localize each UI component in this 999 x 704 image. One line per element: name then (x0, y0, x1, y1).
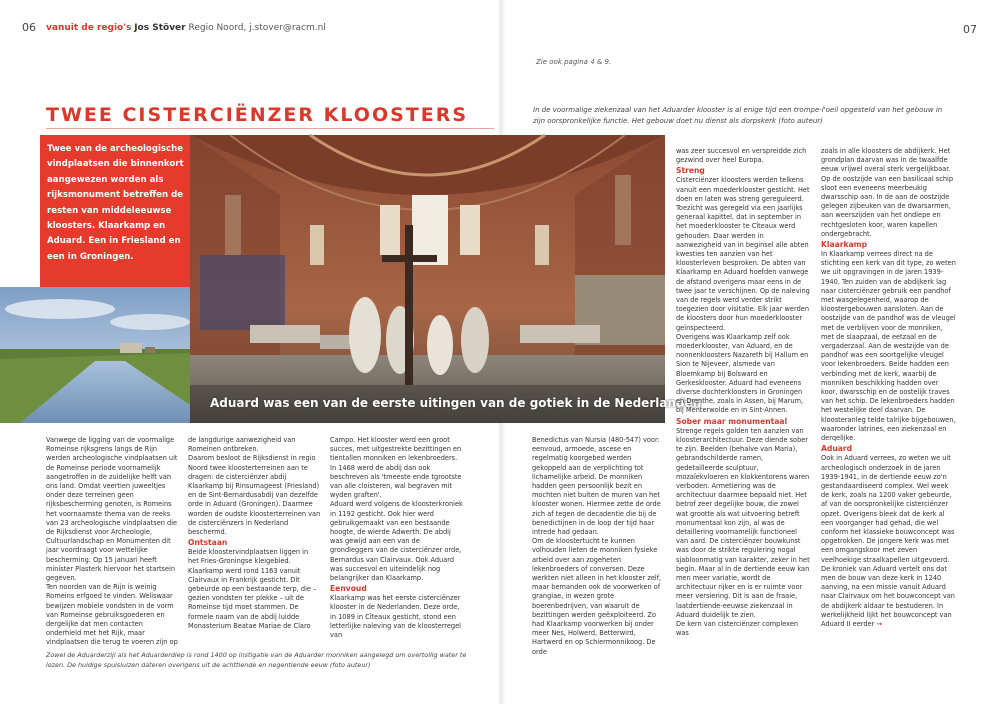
author-name: Jos Stöver (134, 23, 186, 33)
photo-overlay-caption: Aduard was een van de eerste uitingen van de gotiek in de Nederlanden (210, 396, 702, 410)
heading-eenvoud: Eenvoud (330, 584, 367, 594)
page-number-left: 06 (22, 21, 36, 34)
intro-text: Twee van de archeologische vindplaatsen die binnenkort aangewezen worden als rijksmonument betreffen de resten van middeleeuwse kloosters. Klaarkamp en Aduard. Een in Friesland en een in Groningen. (47, 144, 184, 262)
text-column-1 (46, 436, 179, 648)
column-5-text-c: Strenge regels golden ten aanzien van kloosterarchitectuur. Deze diende sober te zijn. Beelden (behalve van Maria), gebrandschilderde ramen, gedetailleerde sculptuur, mozaïekvloeren en klokkentorens waren verboden. Armetiering was de architectuur daarmee bepaald niet. Het betrof zeer degelijke bouw, die zowel wat grootte als wat uitvoering betreft monumentaal kon zijn, al was de detaillering voornamelijk functioneel van aard. De cisterciënzer bouwkunst was door de strikte regulering nogal sjabloonmatig van karakter, zeker in het begin. Maar al in de dertiende eeuw kan men meer variatie, wordt de architectuur rijker en is er ruimte voor meer versiering. Dit is aan de fraaie, laatdertiende-eeuwse ziekenzaal in Aduard duidelijk te zien. De kern van cisterciënzer complexen was (676, 426, 810, 638)
text-column-3 (330, 436, 463, 648)
column-2-text-a: de langdurige aanwezigheid van Romeinen ontbreken. Daarom besloot de Rijksdienst in regio Noord twee kloosterterreinen aan te dragen: de cisterciënzer abdij Klaarkamp bij Rinsumageest (Friesland) en de Sint-Bernardusabdij van dezelfde orde in Aduard (Groningen). Daarmee worden de oudste kloosterterreinen van de cisterciënzers in Nederland beschermd. (188, 436, 321, 537)
intro-box (40, 135, 190, 287)
heading-sober-maar-monumentaal: Sober maar monumentaal (676, 416, 788, 426)
column-6-text-b: In Klaarkamp verrees direct na de stichting een kerk van dit type, zo weten we uit opgravingen in de jaren 1939-1940. Ten zuiden van de abdijkerk lag naar cisterciënzer gebruik een pandhof met wasgelegenheid, waarop de kloostergebouwen aansloten. Aan de oostzijde van de pandhof was de vleugel met de verblijven voor de monniken, met de slaapzaal, de eetzaal en de vergaderzaal. Aan de westzijde van de pandhof was een soortgelijke vleugel voor lekenbroeders. Beide hadden een verbinding met de kerk, waarbij de monniken beschikking hadden over koor, dwarsschip en de oostelijk traves van het schip. De lekenbroeders hadden het westelijke deel daarvan. De kloosteranleg telde talrijke bijgebouwen, waaronder latrines, een ziekenzaal en derqelijke. (821, 250, 956, 443)
column-1-text: Vanwege de ligging van de voormalige Romeinse rijksgrens langs de Rijn werden archeologische vindplaatsen uit de Romeinse periode voornamelijk aangetroffen in de zuidelijke helft van ons land. Omdat veertien juweeltjes onder deze terreinen geen rijksbescherming genoten, is Romeins het voornaamste thema van de reeks van 23 archeologische vindplaatsen die de Rijksdienst voor Archeologie, Cultuurlandschap en Monumenten dit jaar voordraagt voor wettelijke bescherming. Op 15 januari heeft minister Plasterk hiervoor het startsein gegeven. Ten noorden van de Rijn is weinig Romeins erfgoed te vinden. Weliswaar bewijzen mobiele vondsten in de vorm van Romeinse gebruiksgoederen en dergelijke dat men contacten onderhield met het Rijk, maar vindplaatsen die terug te voeren zijn op (46, 436, 178, 647)
column-3-text-b: Klaarkamp was het eerste cisterciënzer klooster in de Nederlanden. Deze orde, in 1089 in Cîteaux gesticht, stond een letterlijke naleving van de kloosterregel van (330, 594, 462, 640)
column-5-text-a: was zeer succesvol en verspreidde zich gezwind over heel Europa. (676, 147, 807, 165)
photo-caption-top: In de voormalige ziekenzaal van het Aduarder klooster is al enige tijd een trompe-l'oeil opgesteld van het gebouw in zijn oorspronkelijke functie. Het gebouw doet nu dienst als dorpskerk (foto auteur) (533, 106, 943, 125)
see-also-note: Zie ook pagina 4 & 9. (536, 58, 612, 66)
text-column-6 (821, 147, 956, 647)
landscape-photo-caption: Zowel de Aduarderzijl als het Aduarderdiep is rond 1400 op instigatie van de Aduarder monniken aangelegd om overtollig water te lozen. De huidige spuisluizen dateren overigens uit de achttiende en negentiende eeuw (foto auteur) (46, 651, 467, 669)
text-column-2 (188, 436, 321, 648)
column-5-text-b: Cisterciënzer kloosters werden telkens vanuit een moederklooster gesticht. Het doen en laten was streng gereguleerd. Toezicht was geregeld via een jaarlijks generaal kapittel, dat in september in het moederklooster te Cîteaux werd gehouden. Daar werden in aanwezigheid van in beginsel alle abten kwesties ten aanzien van het kloosterleven besproken. De abten van Klaarkamp en Aduard hoefden vanwege de afstand overigens maar eens in de twee jaar te verschijnen. Op de naleving van de regels werd verder strikt toegezien door visitatie. Elk jaar werden de kloosters door hun moederklooster geïnspecteerd. Overigens was Klaarkamp zelf ook moederklooster, van Aduard, en de nonnenkloosters Nazareth bij Hallum en Sion te Nijeveer, alsmede van Bloemkamp bij Bolsward en Gerkesklooster. Aduard had eveneens diverse dochterkloosters in Groningen en Drenthe, zoals in Assen, bij Marum, bij Menterwolde en in Sint-Annen. (676, 176, 810, 415)
heading-ontstaan: Ontstaan (188, 538, 228, 548)
heading-streng: Streng (676, 166, 705, 176)
column-6-text-a: zoals in alle kloosters de abdijkerk. Het grondplan daarvan was in de twaalfde eeuw vrijwel overal sterk vergelijkbaar. Op de oostzijde van een basilicaal schip sloot een eveneens meerbeukig dwarsschip aan. In de aan de oostzijde gelegen zijbeuken van de dwarsarmen, aan weerszijden van het ondiepe en rechtgesloten koor, waren kapellen ondergebracht. (821, 147, 954, 238)
column-6-text-c (821, 454, 956, 629)
column-3-text-a: Campo. Het klooster werd een groot succes, met uitgestrekte bezittingen en tientallen monniken en lekenbroeders. In 1468 werd de abdij dan ook beschreven als 'tmeeste ende tgrootste van alle cloisteren, wal begraven mit wyden graften'. Aduard werd volgens de kloosterkroniek in 1192 gesticht. Ook hier werd gebruikgemaakt van een bestaande hoogte, de wierde Adwerth. De abdij was gewijd aan een van de grondleggers van de cisterciënzer orde, Bernardus van Clairvaux. Ook Aduard was succesvol en uiteindelijk nog belangrijker dan Klaarkamp. (330, 436, 463, 583)
section-label: vanuit de regio's (46, 23, 132, 33)
column-4-text: Benedictus van Nursia (480-547) voor: eenvoud, armoede, ascese en regelmatig koorgebed werden gekoppeld aan de verplichting tot lichamelijke arbeid. De monniken hadden geen persoonlijk bezit en mochten niet buiten de muren van het klooster wonen. Hiermee zette de orde zich af tegen de decadentie die bij de benedictijnen in de loop der tijd haar intrede had gedaan. Om de kloostertucht te kunnen volhouden lieten de monniken fysieke arbeid over aan zogeheten lekenbroeders of conversen. Deze werkten niet alleen in het klooster zelf, maar bemanden ook de voorwerken of grangiae, in wezen grote boerenbedrijven, van waaruit de bezittingen werden geëxploiteerd. Zo had Klaarkamp voorwerken bij onder meer Nes, Holwerd, Betterwird, Hartwerd en op Schiermonnikoog. De orde (532, 436, 662, 656)
author-info: Regio Noord, j.stover@racm.nl (188, 23, 326, 33)
text-column-4 (532, 436, 667, 656)
text-column-5 (676, 147, 811, 647)
column-6-text-c-body: Ook in Aduard verrees, zo weten we uit archeologisch onderzoek in de jaren 1939-1941, in de dertiende eeuw zo'n gestandaardiseerd complex. Wel week de kerk, zoals na 1200 vaker gebeurde, af van de oorspronkelijke cisterciënzer opzet. Overigens bleek dat de kerk al een voorganger had gehad, die wel conform het klassieke bouwconcept was opgetrokken. De jongere kerk was met een omgangskoor met zeven veelhoekige straalkapellen uitgevoerd. De kroniek van Aduard vertelt ons dat men de bouw van deze kerk in 1240 aanving, na een missie vanuit Aduard naar Clairvaux om het bouwconcept van de abdijkerk aldaar te bestuderen. In werkelijkheid lijkt het bouwconcept van Aduard II eerder (821, 454, 955, 628)
title-rule (46, 128, 494, 129)
church-interior-photo (190, 135, 665, 423)
continue-arrow-icon: → (876, 619, 882, 628)
article-title: TWEE CISTERCIËNZER KLOOSTERS (46, 104, 469, 126)
running-header (46, 23, 326, 33)
column-2-text-b: Beide kloostervindplaatsen liggen in het Fries-Groningse kleigebied. Klaarkamp werd rond 1163 vanuit Clairvaux in Frankrijk gesticht. Dit gebeurde op een bestaande terp, die – gezien vondsten ter plekke – uit de Romeinse tijd moet stammen. De formele naam van de abdij luidde Monasterium Beatae Mariae de Claro (188, 548, 317, 630)
heading-aduard: Aduard (821, 444, 853, 454)
page-number-right: 07 (963, 23, 977, 36)
heading-klaarkamp: Klaarkamp (821, 240, 868, 250)
landscape-photo (0, 287, 190, 423)
